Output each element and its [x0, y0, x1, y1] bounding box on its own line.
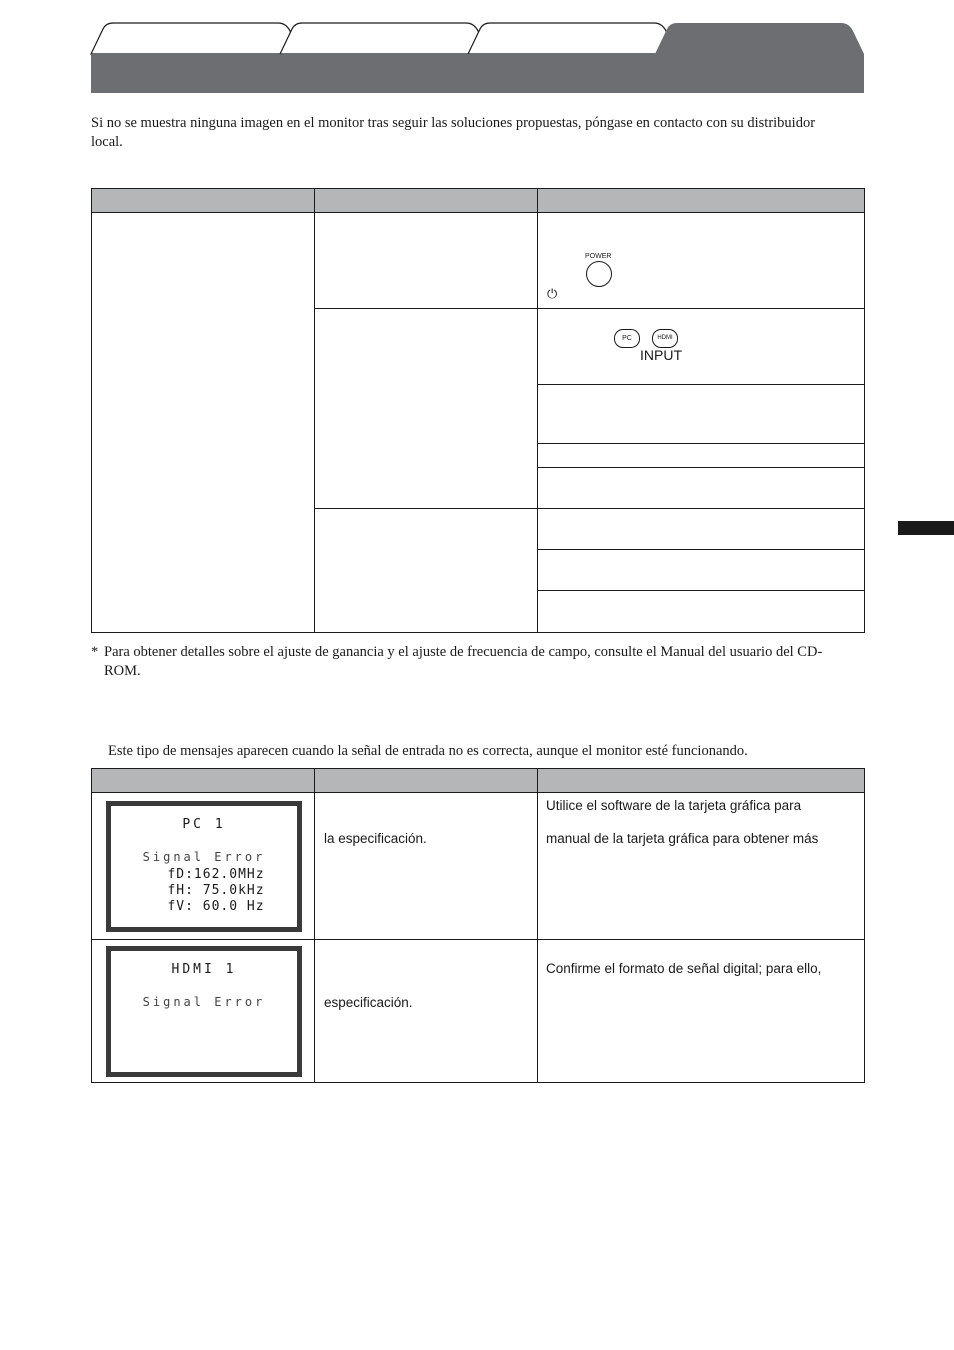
- hdmi-button-icon: [652, 329, 678, 348]
- hdmi-signal-error-screen: [106, 946, 302, 1077]
- table-header: [92, 769, 864, 793]
- pc-button-icon: [614, 329, 640, 348]
- screen-title: HDMI 1: [171, 962, 237, 977]
- screen-line: Signal Error: [142, 995, 266, 1009]
- power-button-icon: [586, 261, 612, 287]
- language-side-tab: [898, 521, 954, 535]
- troubleshooting-table: [91, 188, 865, 633]
- pc-button-label: PC: [622, 335, 632, 342]
- error-message-table: [91, 768, 865, 1083]
- solution-text: manual de la tarjeta gráfica para obtener más: [546, 831, 819, 846]
- power-symbol-icon: ⏻: [547, 287, 558, 302]
- section2-intro: Este tipo de mensajes aparecen cuando la señal de entrada no es correcta, aunque el monitor esté funcionando.: [108, 743, 748, 759]
- screen-line: fV: 60.0 Hz: [167, 899, 265, 914]
- chapter-tab-1: [91, 23, 301, 54]
- solution-text: Utilice el software de la tarjeta gráfica para: [546, 798, 802, 813]
- chapter-header-band: [91, 54, 864, 93]
- footnote-mark: *: [91, 644, 99, 660]
- power-button-label: POWER: [585, 253, 612, 260]
- screen-line: fH: 75.0kHz: [167, 883, 265, 898]
- chapter-tab-3: [468, 23, 677, 54]
- screen-title: PC 1: [182, 817, 226, 832]
- chapter-tab-4-active: [655, 23, 864, 54]
- footnote-text: Para obtener detalles sobre el ajuste de ganancia y el ajuste de frecuencia de campo, consulte el Manual del usuario del CD-ROM.: [104, 644, 823, 679]
- hdmi-button-label: HDMI: [657, 335, 673, 341]
- chapter-tab-2: [280, 23, 489, 54]
- screen-line: fD:162.0MHz: [167, 867, 265, 882]
- input-label: INPUT: [640, 347, 682, 363]
- footnote: [91, 643, 851, 681]
- table-header: [92, 189, 864, 213]
- solution-text: Confirme el formato de señal digital; para ello,: [546, 961, 822, 976]
- intro-paragraph: Si no se muestra ninguna imagen en el monitor tras seguir las soluciones propuestas, póngase en contacto con su distribuidor local.: [91, 115, 816, 150]
- cause-text: la especificación.: [324, 831, 427, 846]
- pc-signal-error-screen: [106, 801, 302, 932]
- screen-line: Signal Error: [142, 850, 266, 864]
- cause-text: especificación.: [324, 995, 413, 1010]
